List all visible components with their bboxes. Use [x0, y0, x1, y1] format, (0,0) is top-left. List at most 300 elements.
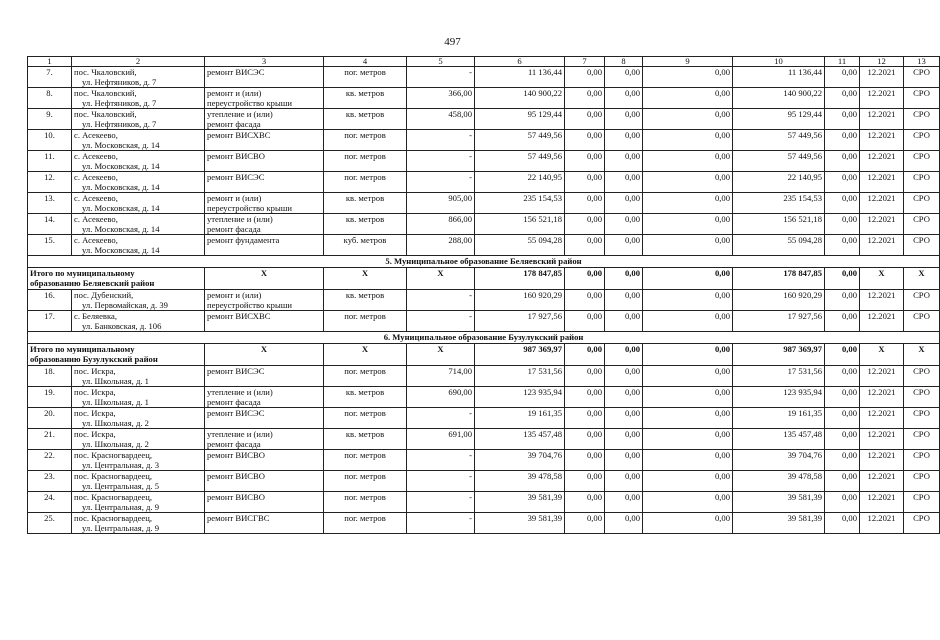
value-cell: 0,00 [565, 450, 605, 471]
value-cell: 0,00 [825, 130, 860, 151]
unit-cell: пог. метров [324, 450, 407, 471]
address-line1: пос. Искра, [74, 429, 116, 439]
address-line2: ул. Московская, д. 14 [82, 203, 160, 213]
value-cell: 0,00 [643, 450, 733, 471]
address-cell [72, 214, 205, 235]
address-line2: ул. Центральная, д. 5 [82, 481, 160, 491]
subtotal-owner-funds: 178 847,85 [733, 268, 825, 290]
value-cell: 0,00 [605, 513, 643, 534]
work-type-line1: ремонт ВИСХВС [207, 130, 271, 140]
row-number: 8. [28, 88, 72, 109]
value-cell: 0,00 [643, 67, 733, 88]
row-number: 23. [28, 471, 72, 492]
value-cell: 0,00 [565, 109, 605, 130]
row-number: 22. [28, 450, 72, 471]
work-type-line1: утепление и (или) [207, 429, 273, 439]
value-cell: 0,00 [825, 471, 860, 492]
work-type-line1: утепление и (или) [207, 387, 273, 397]
unit-cell: кв. метров [324, 290, 407, 311]
unit-cell: кв. метров [324, 429, 407, 450]
value-cell: 0,00 [565, 172, 605, 193]
unit-cell: кв. метров [324, 214, 407, 235]
method-cell: СРО [904, 311, 940, 332]
value-cell: 0,00 [565, 311, 605, 332]
value-cell: 0,00 [605, 88, 643, 109]
address-line1: пос. Искра, [74, 387, 116, 397]
deadline-cell: 12.2021 [860, 193, 904, 214]
value-cell: 0,00 [605, 214, 643, 235]
work-type-cell [205, 151, 324, 172]
value-cell: 0,00 [825, 311, 860, 332]
value-cell: 0,00 [825, 408, 860, 429]
value-cell: 0,00 [565, 408, 605, 429]
subtotal-x: X [205, 268, 324, 290]
value-cell: 0,00 [565, 88, 605, 109]
deadline-cell: 12.2021 [860, 109, 904, 130]
work-type-line1: ремонт ВИСВО [207, 151, 265, 161]
quantity-cell: 288,00 [407, 235, 475, 256]
deadline-cell: 12.2021 [860, 408, 904, 429]
value-cell: 0,00 [825, 366, 860, 387]
column-header: 11 [825, 57, 860, 67]
table-row [28, 172, 940, 193]
value-cell: 0,00 [605, 408, 643, 429]
row-number: 20. [28, 408, 72, 429]
section-heading: 6. Муниципальное образование Бузулукский район [28, 332, 940, 344]
quantity-cell: - [407, 151, 475, 172]
work-type-cell [205, 387, 324, 408]
subtotal-cost: 987 369,97 [475, 344, 565, 366]
total-cost-cell: 135 457,48 [475, 429, 565, 450]
method-cell: СРО [904, 235, 940, 256]
work-type-cell [205, 109, 324, 130]
address-cell [72, 88, 205, 109]
address-cell [72, 67, 205, 88]
address-line2: ул. Школьная, д. 2 [82, 439, 149, 449]
address-line2: ул. Московская, д. 14 [82, 140, 160, 150]
subtotal-x: X [904, 344, 940, 366]
quantity-cell: - [407, 408, 475, 429]
value-cell: 0,00 [825, 172, 860, 193]
address-line1: пос. Искра, [74, 366, 116, 376]
value-cell: 0,00 [565, 513, 605, 534]
unit-cell: пог. метров [324, 513, 407, 534]
owner-funds-cell: 235 154,53 [733, 193, 825, 214]
address-cell [72, 429, 205, 450]
address-cell [72, 130, 205, 151]
value-cell: 0,00 [643, 151, 733, 172]
total-cost-cell: 17 531,56 [475, 366, 565, 387]
table-row [28, 513, 940, 534]
unit-cell: пог. метров [324, 471, 407, 492]
row-number: 18. [28, 366, 72, 387]
deadline-cell: 12.2021 [860, 67, 904, 88]
method-cell: СРО [904, 151, 940, 172]
owner-funds-cell: 17 927,56 [733, 311, 825, 332]
address-line1: пос. Чкаловский, [74, 109, 137, 119]
deadline-cell: 12.2021 [860, 492, 904, 513]
column-number-row [28, 57, 940, 67]
total-cost-cell: 55 094,28 [475, 235, 565, 256]
method-cell: СРО [904, 109, 940, 130]
work-type-line1: ремонт ВИСЭС [207, 172, 265, 182]
work-type-line1: ремонт фундамента [207, 235, 280, 245]
address-cell [72, 366, 205, 387]
value-cell: 0,00 [565, 214, 605, 235]
value-cell: 0,00 [565, 290, 605, 311]
owner-funds-cell: 123 935,94 [733, 387, 825, 408]
subtotal-cost: 178 847,85 [475, 268, 565, 290]
row-number: 9. [28, 109, 72, 130]
quantity-cell: - [407, 513, 475, 534]
address-line2: ул. Банковская, д. 106 [82, 321, 162, 331]
method-cell: СРО [904, 366, 940, 387]
subtotal-label-line2: образованию Бузулукский район [30, 354, 158, 364]
section-heading: 5. Муниципальное образование Беляевский район [28, 256, 940, 268]
owner-funds-cell: 39 478,58 [733, 471, 825, 492]
value-cell: 0,00 [825, 492, 860, 513]
deadline-cell: 12.2021 [860, 366, 904, 387]
work-type-cell [205, 513, 324, 534]
value-cell: 0,00 [825, 450, 860, 471]
subtotal-value: 0,00 [605, 344, 643, 366]
method-cell: СРО [904, 450, 940, 471]
quantity-cell: 866,00 [407, 214, 475, 235]
value-cell: 0,00 [605, 109, 643, 130]
deadline-cell: 12.2021 [860, 235, 904, 256]
value-cell: 0,00 [605, 387, 643, 408]
unit-cell: пог. метров [324, 67, 407, 88]
quantity-cell: - [407, 311, 475, 332]
method-cell: СРО [904, 408, 940, 429]
value-cell: 0,00 [565, 235, 605, 256]
method-cell: СРО [904, 214, 940, 235]
subtotal-value: 0,00 [825, 268, 860, 290]
total-cost-cell: 156 521,18 [475, 214, 565, 235]
method-cell: СРО [904, 290, 940, 311]
address-line2: ул. Центральная, д. 9 [82, 502, 160, 512]
value-cell: 0,00 [605, 450, 643, 471]
value-cell: 0,00 [565, 193, 605, 214]
deadline-cell: 12.2021 [860, 214, 904, 235]
address-cell [72, 471, 205, 492]
total-cost-cell: 39 478,58 [475, 471, 565, 492]
method-cell: СРО [904, 130, 940, 151]
address-line2: ул. Нефтяников, д. 7 [82, 119, 157, 129]
work-type-cell [205, 408, 324, 429]
value-cell: 0,00 [605, 429, 643, 450]
owner-funds-cell: 57 449,56 [733, 151, 825, 172]
subtotal-x: X [407, 344, 475, 366]
value-cell: 0,00 [565, 366, 605, 387]
subtotal-x: X [324, 268, 407, 290]
total-cost-cell: 95 129,44 [475, 109, 565, 130]
total-cost-cell: 57 449,56 [475, 151, 565, 172]
total-cost-cell: 22 140,95 [475, 172, 565, 193]
total-cost-cell: 39 581,39 [475, 492, 565, 513]
address-cell [72, 450, 205, 471]
subtotal-label-line1: Итого по муниципальному [30, 268, 135, 278]
work-type-line1: ремонт и (или) [207, 290, 262, 300]
address-cell [72, 387, 205, 408]
row-number: 14. [28, 214, 72, 235]
quantity-cell: 691,00 [407, 429, 475, 450]
address-line1: с. Асекеево, [74, 193, 118, 203]
value-cell: 0,00 [605, 492, 643, 513]
work-type-cell [205, 130, 324, 151]
subtotal-value: 0,00 [565, 268, 605, 290]
value-cell: 0,00 [643, 109, 733, 130]
quantity-cell: 905,00 [407, 193, 475, 214]
deadline-cell: 12.2021 [860, 471, 904, 492]
unit-cell: кв. метров [324, 193, 407, 214]
quantity-cell: 714,00 [407, 366, 475, 387]
column-header: 7 [565, 57, 605, 67]
address-cell [72, 235, 205, 256]
owner-funds-cell: 160 920,29 [733, 290, 825, 311]
row-number: 21. [28, 429, 72, 450]
quantity-cell: - [407, 492, 475, 513]
address-line2: ул. Московская, д. 14 [82, 224, 160, 234]
value-cell: 0,00 [825, 513, 860, 534]
subtotal-row [28, 268, 940, 290]
value-cell: 0,00 [565, 429, 605, 450]
work-type-cell [205, 67, 324, 88]
section-heading-row [28, 256, 940, 268]
value-cell: 0,00 [643, 172, 733, 193]
subtotal-x: X [860, 344, 904, 366]
method-cell: СРО [904, 471, 940, 492]
unit-cell: пог. метров [324, 172, 407, 193]
address-cell [72, 513, 205, 534]
work-type-cell [205, 311, 324, 332]
unit-cell: пог. метров [324, 311, 407, 332]
value-cell: 0,00 [825, 67, 860, 88]
unit-cell: пог. метров [324, 408, 407, 429]
work-type-line1: ремонт ВИСВО [207, 471, 265, 481]
deadline-cell: 12.2021 [860, 387, 904, 408]
total-cost-cell: 235 154,53 [475, 193, 565, 214]
owner-funds-cell: 95 129,44 [733, 109, 825, 130]
owner-funds-cell: 140 900,22 [733, 88, 825, 109]
table-row [28, 387, 940, 408]
work-type-line1: ремонт ВИСЭС [207, 67, 265, 77]
quantity-cell: 458,00 [407, 109, 475, 130]
total-cost-cell: 39 581,39 [475, 513, 565, 534]
owner-funds-cell: 135 457,48 [733, 429, 825, 450]
work-type-cell [205, 492, 324, 513]
work-type-line1: утепление и (или) [207, 214, 273, 224]
value-cell: 0,00 [825, 88, 860, 109]
subtotal-label-line2: образованию Беляевский район [30, 278, 155, 288]
table-row [28, 450, 940, 471]
value-cell: 0,00 [565, 471, 605, 492]
address-cell [72, 109, 205, 130]
unit-cell: кв. метров [324, 387, 407, 408]
value-cell: 0,00 [825, 235, 860, 256]
value-cell: 0,00 [643, 214, 733, 235]
unit-cell: пог. метров [324, 151, 407, 172]
value-cell: 0,00 [643, 311, 733, 332]
unit-cell: куб. метров [324, 235, 407, 256]
address-cell [72, 290, 205, 311]
section-heading-row [28, 332, 940, 344]
subtotal-x: X [324, 344, 407, 366]
value-cell: 0,00 [605, 151, 643, 172]
subtotal-label-line1: Итого по муниципальному [30, 344, 135, 354]
subtotal-x: X [860, 268, 904, 290]
work-type-cell [205, 193, 324, 214]
work-type-cell [205, 366, 324, 387]
repair-register-table [27, 56, 940, 534]
table-row [28, 429, 940, 450]
table-row [28, 366, 940, 387]
address-line1: пос. Красногвардеец, [74, 450, 152, 460]
address-cell [72, 151, 205, 172]
unit-cell: кв. метров [324, 88, 407, 109]
address-line2: ул. Центральная, д. 9 [82, 523, 160, 533]
total-cost-cell: 140 900,22 [475, 88, 565, 109]
table-row [28, 290, 940, 311]
row-number: 11. [28, 151, 72, 172]
address-line2: ул. Школьная, д. 1 [82, 397, 149, 407]
work-type-line2: переустройство крыши [207, 300, 292, 310]
quantity-cell: - [407, 290, 475, 311]
quantity-cell: 366,00 [407, 88, 475, 109]
table-row [28, 408, 940, 429]
owner-funds-cell: 156 521,18 [733, 214, 825, 235]
work-type-line2: ремонт фасада [207, 119, 261, 129]
value-cell: 0,00 [605, 235, 643, 256]
work-type-line2: переустройство крыши [207, 203, 292, 213]
value-cell: 0,00 [643, 513, 733, 534]
owner-funds-cell: 39 704,76 [733, 450, 825, 471]
quantity-cell: - [407, 130, 475, 151]
address-line1: с. Асекеево, [74, 235, 118, 245]
owner-funds-cell: 22 140,95 [733, 172, 825, 193]
row-number: 16. [28, 290, 72, 311]
value-cell: 0,00 [605, 290, 643, 311]
address-cell [72, 193, 205, 214]
address-line2: ул. Школьная, д. 1 [82, 376, 149, 386]
value-cell: 0,00 [643, 130, 733, 151]
subtotal-value: 0,00 [643, 344, 733, 366]
address-cell [72, 408, 205, 429]
work-type-line1: ремонт и (или) [207, 88, 262, 98]
owner-funds-cell: 17 531,56 [733, 366, 825, 387]
column-header: 8 [605, 57, 643, 67]
value-cell: 0,00 [565, 130, 605, 151]
value-cell: 0,00 [825, 290, 860, 311]
value-cell: 0,00 [565, 492, 605, 513]
subtotal-value: 0,00 [565, 344, 605, 366]
owner-funds-cell: 55 094,28 [733, 235, 825, 256]
subtotal-value: 0,00 [825, 344, 860, 366]
value-cell: 0,00 [643, 387, 733, 408]
work-type-line1: ремонт ВИСГВС [207, 513, 270, 523]
subtotal-x: X [407, 268, 475, 290]
value-cell: 0,00 [605, 130, 643, 151]
owner-funds-cell: 11 136,44 [733, 67, 825, 88]
subtotal-label [28, 344, 205, 366]
address-line2: ул. Школьная, д. 2 [82, 418, 149, 428]
subtotal-x: X [904, 268, 940, 290]
address-line1: пос. Дубенский, [74, 290, 134, 300]
address-line1: с. Асекеево, [74, 151, 118, 161]
table-row [28, 492, 940, 513]
row-number: 17. [28, 311, 72, 332]
address-line2: ул. Московская, д. 14 [82, 161, 160, 171]
address-line1: пос. Красногвардеец, [74, 513, 152, 523]
work-type-line1: ремонт ВИСЭС [207, 366, 265, 376]
address-line2: ул. Первомайская, д. 39 [82, 300, 168, 310]
address-line1: пос. Красногвардеец, [74, 471, 152, 481]
column-header: 3 [205, 57, 324, 67]
work-type-cell [205, 290, 324, 311]
value-cell: 0,00 [825, 193, 860, 214]
work-type-line2: ремонт фасада [207, 224, 261, 234]
address-line2: ул. Центральная, д. 3 [82, 460, 160, 470]
value-cell: 0,00 [643, 366, 733, 387]
value-cell: 0,00 [825, 151, 860, 172]
value-cell: 0,00 [605, 471, 643, 492]
value-cell: 0,00 [643, 471, 733, 492]
table-row [28, 235, 940, 256]
column-header: 4 [324, 57, 407, 67]
value-cell: 0,00 [643, 235, 733, 256]
value-cell: 0,00 [605, 311, 643, 332]
address-line1: пос. Красногвардеец, [74, 492, 152, 502]
work-type-line1: утепление и (или) [207, 109, 273, 119]
subtotal-value: 0,00 [605, 268, 643, 290]
owner-funds-cell: 39 581,39 [733, 492, 825, 513]
method-cell: СРО [904, 492, 940, 513]
address-line1: с. Асекеево, [74, 172, 118, 182]
subtotal-row [28, 344, 940, 366]
address-line1: пос. Чкаловский, [74, 67, 137, 77]
column-header: 10 [733, 57, 825, 67]
work-type-line1: ремонт ВИСВО [207, 450, 265, 460]
row-number: 24. [28, 492, 72, 513]
work-type-line1: ремонт ВИСЭС [207, 408, 265, 418]
unit-cell: пог. метров [324, 130, 407, 151]
work-type-line1: ремонт ВИСВО [207, 492, 265, 502]
deadline-cell: 12.2021 [860, 513, 904, 534]
value-cell: 0,00 [825, 429, 860, 450]
method-cell: СРО [904, 88, 940, 109]
column-header: 6 [475, 57, 565, 67]
work-type-cell [205, 450, 324, 471]
address-line2: ул. Нефтяников, д. 7 [82, 98, 157, 108]
address-cell [72, 172, 205, 193]
deadline-cell: 12.2021 [860, 151, 904, 172]
method-cell: СРО [904, 387, 940, 408]
owner-funds-cell: 57 449,56 [733, 130, 825, 151]
table-row [28, 193, 940, 214]
total-cost-cell: 11 136,44 [475, 67, 565, 88]
value-cell: 0,00 [605, 193, 643, 214]
value-cell: 0,00 [643, 290, 733, 311]
value-cell: 0,00 [643, 408, 733, 429]
column-header: 1 [28, 57, 72, 67]
work-type-line1: ремонт и (или) [207, 193, 262, 203]
unit-cell: кв. метров [324, 109, 407, 130]
unit-cell: пог. метров [324, 492, 407, 513]
address-line1: с. Асекеево, [74, 214, 118, 224]
value-cell: 0,00 [605, 172, 643, 193]
table-row [28, 67, 940, 88]
table-row [28, 88, 940, 109]
